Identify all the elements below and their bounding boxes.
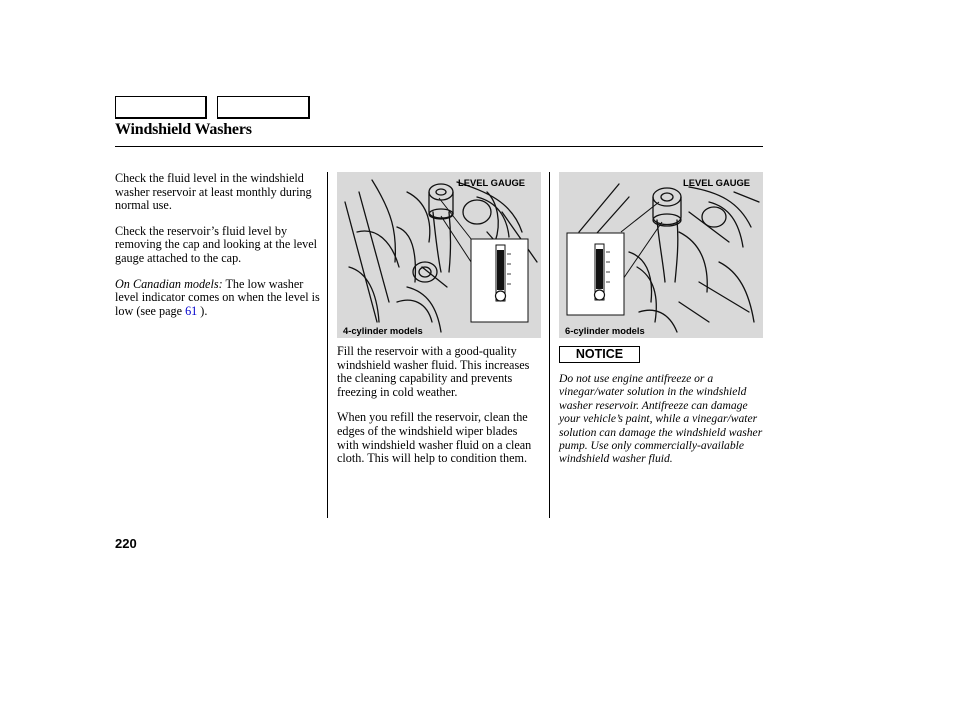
nav-tab-1[interactable] [115,96,207,119]
notice-badge: NOTICE [559,346,640,363]
canadian-models-suffix: ). [197,303,208,318]
level-gauge-label: LEVEL GAUGE [683,177,751,188]
canadian-models-text: The low washer level indicator comes on when the level is low (see page [115,276,320,318]
engine-illustration-6cyl [559,172,763,338]
figure-6-cylinder [559,172,763,338]
nav-tab-2[interactable] [217,96,310,119]
page-title: Windshield Washers [115,121,252,138]
paragraph-fill-reservoir: Fill the reservoir with a good-quality windshield washer fluid. This increases the cleaning capability and prevents freezing in cold weather. [337,344,530,399]
figure-4-cylinder [337,172,541,338]
column-intro [115,172,320,330]
page-61-link[interactable]: 61 [185,303,198,318]
column-divider-1 [327,172,328,518]
notice-text: Do not use engine antifreeze or a vinegar/water solution in the windshield washer reservoir. Antifreeze can damage your vehicle’s paint, while a vinegar/water solution can damage the windshield washer pump. Use only commercially-available windshield washer fluid. [559,372,763,466]
column-divider-2 [549,172,550,518]
paragraph-clean-wipers: When you refill the reservoir, clean the edges of the windshield wiper blades with windshield washer fluid on a clean cloth. This will help to condition them. [337,410,532,466]
engine-illustration-4cyl [337,172,541,338]
title-divider [115,146,763,147]
figure-caption: 6-cylinder models [565,325,645,336]
figure-caption: 4-cylinder models [343,325,423,336]
canadian-models-label: On Canadian models: [115,276,223,291]
paragraph-canadian-models [115,278,320,319]
paragraph-check-gauge: Check the reservoir’s fluid level by removing the cap and looking at the level gauge attached to the cap. [115,223,318,265]
column-fill-reservoir [337,345,542,478]
paragraph-check-monthly: Check the fluid level in the windshield washer reservoir at least monthly during normal use. [115,171,312,213]
page-number: 220 [115,536,137,551]
level-gauge-label: LEVEL GAUGE [458,177,526,188]
